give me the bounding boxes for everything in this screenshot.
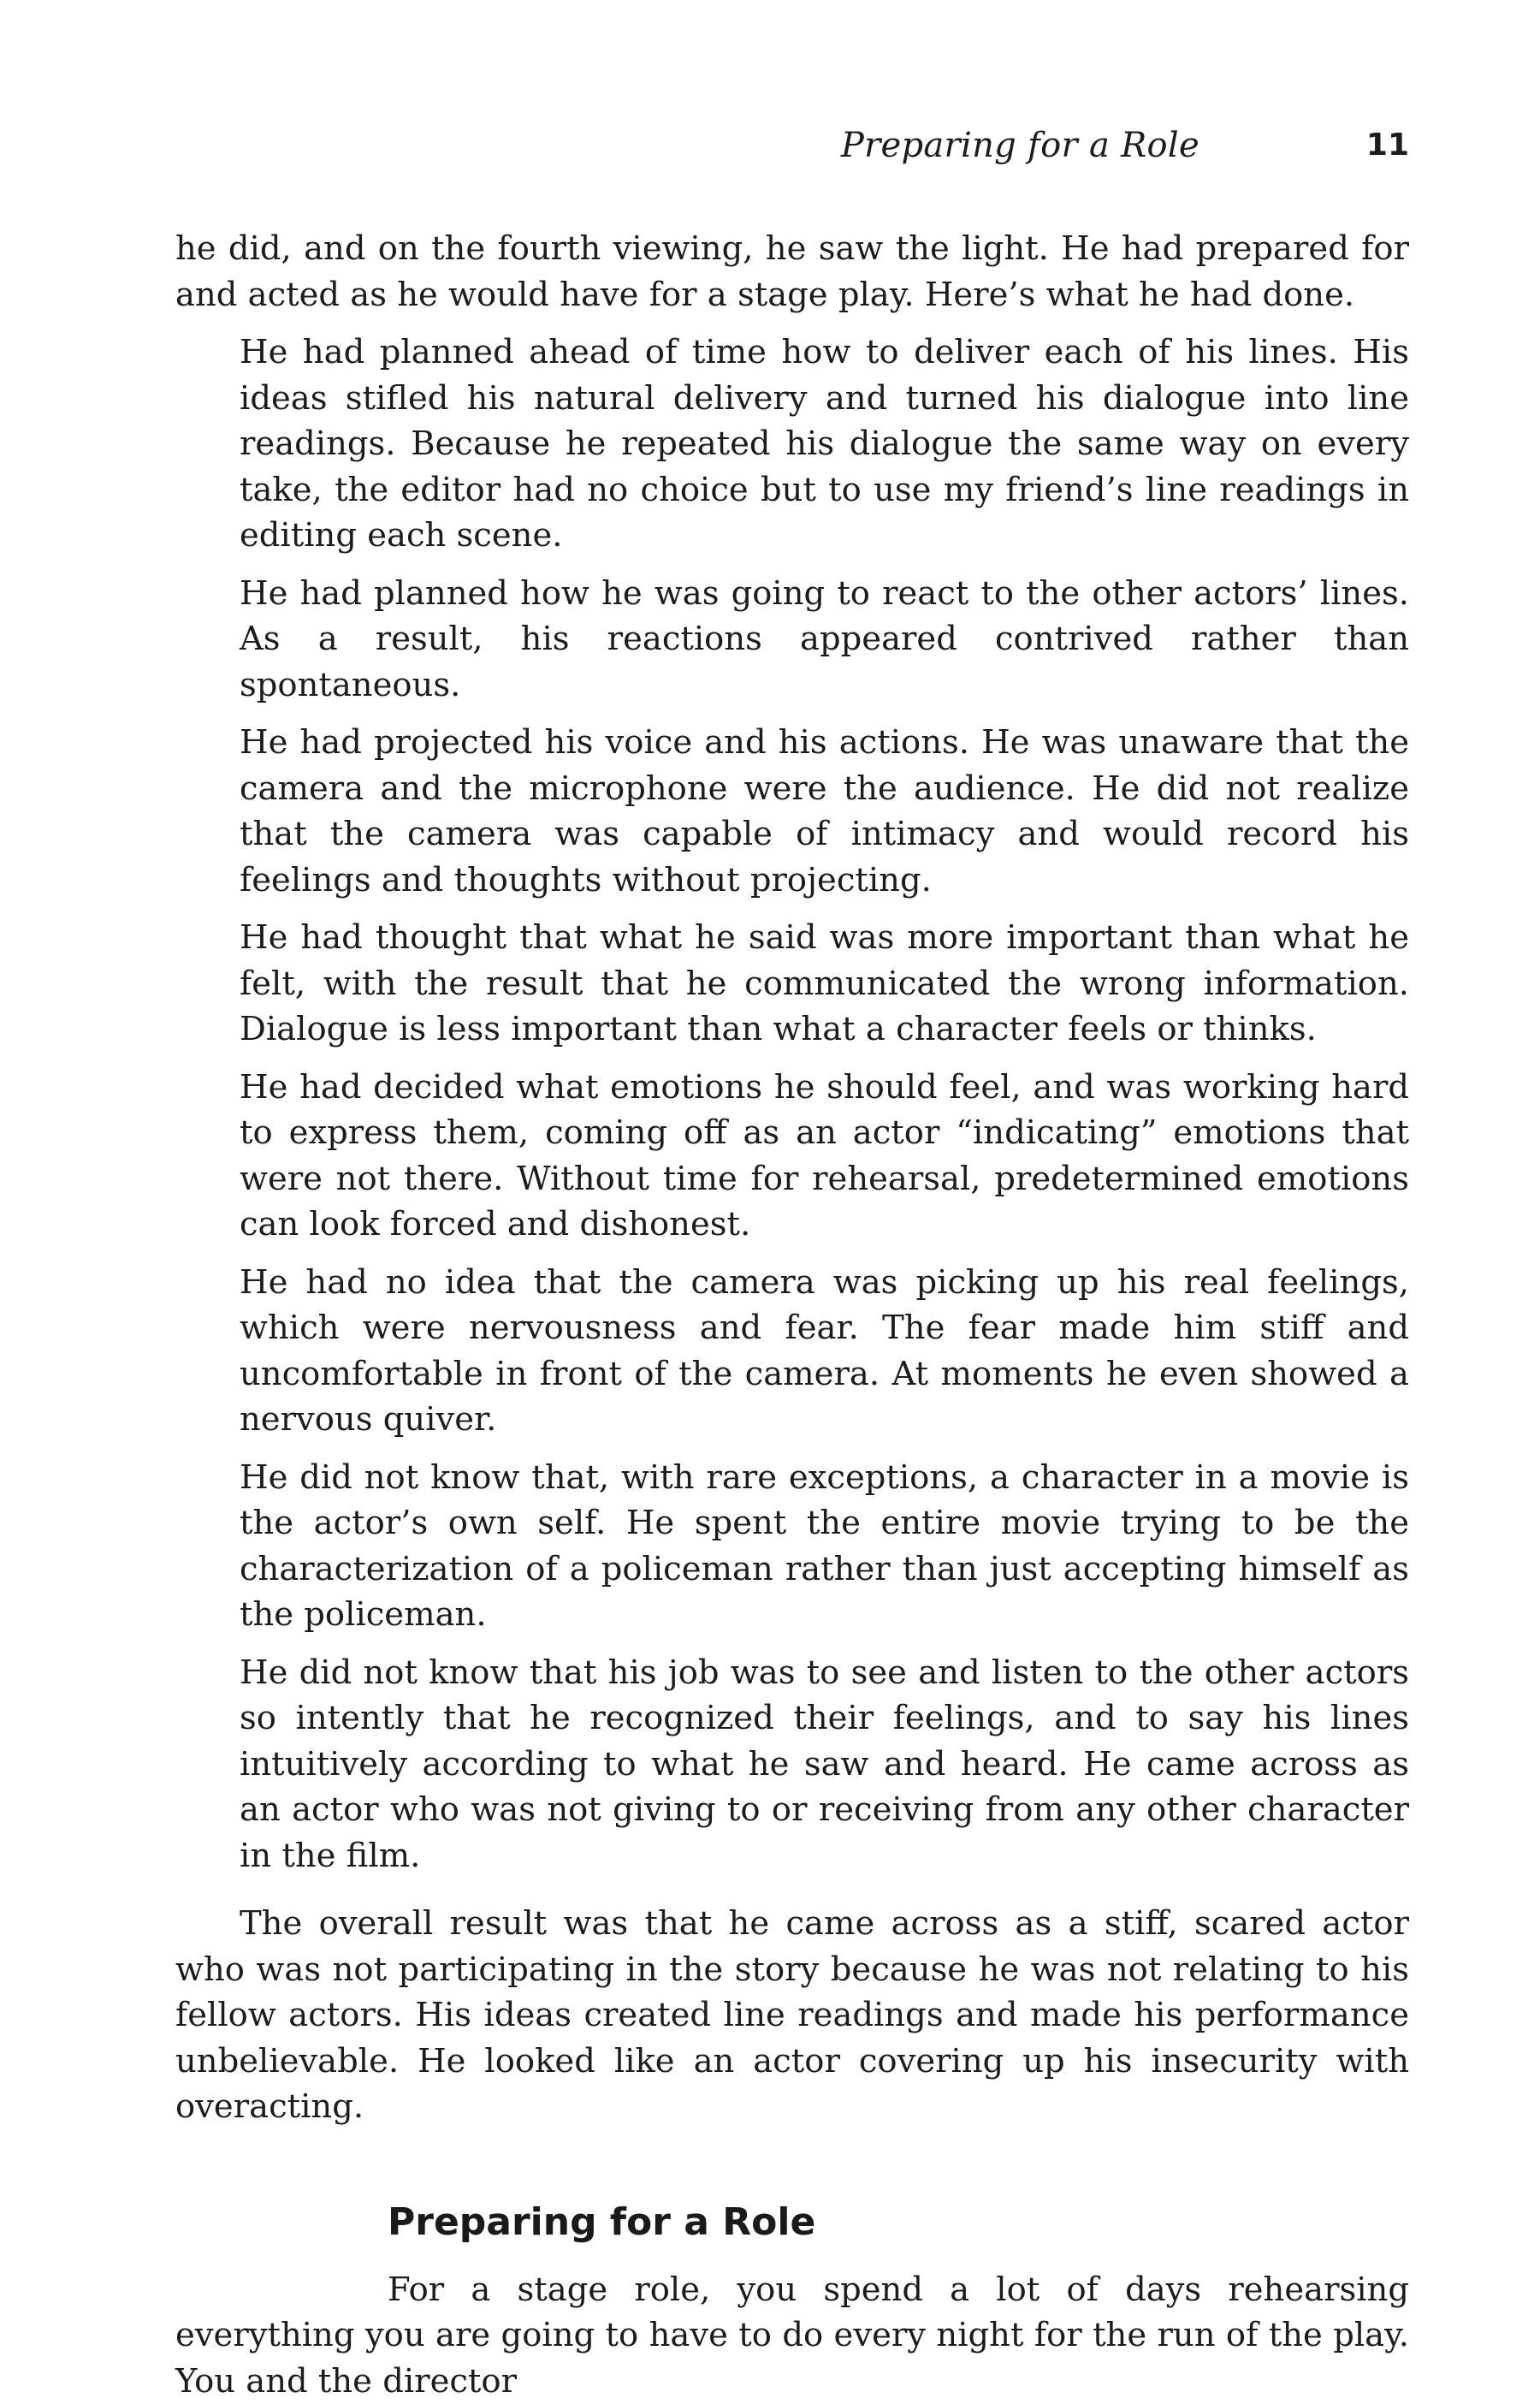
indented-points-list [175, 329, 1409, 1879]
running-title: Preparing for a Role [841, 120, 1199, 171]
intro-paragraph: he did, and on the fourth viewing, he saw the light. He had prepared for and acted as he would have for a stage play. Here’s what he had done. [175, 226, 1409, 318]
conclusion-paragraph: The overall result was that he came across as a stiff, scared actor who was not participating in the story because he was not relating to his fellow actors. His ideas created line readings and made his performance unbelievable. He looked like an actor covering up his insecurity with overacting. [175, 1901, 1409, 2130]
list-item: He had thought that what he said was more important than what he felt, with the result that he communicated the wrong information. Dialogue is less important than what a character feels or thinks. [240, 915, 1409, 1053]
page-number: 11 [1366, 120, 1409, 171]
list-item: He had no idea that the camera was picking up his real feelings, which were nervousness and fear. The fear made him stiff and uncomfortable in front of the camera. At moments he even showed a nervous quiver. [240, 1260, 1409, 1443]
list-item: He did not know that his job was to see and listen to the other actors so intently that he recognized their feelings, and to say his lines intuitively according to what he saw and heard. He came across as an actor who was not giving to or receiving from any other character in the film. [240, 1650, 1409, 1879]
list-item: He had planned how he was going to react to the other actors’ lines. As a result, his reactions appeared contrived rather than spontaneous. [240, 571, 1409, 709]
list-item: He had projected his voice and his actions. He was unaware that the camera and the microphone were the audience. He did not realize that the camera was capable of intimacy and would record his feelings and thoughts without projecting. [240, 720, 1409, 903]
list-item: He did not know that, with rare exceptions, a character in a movie is the actor’s own self. He spent the entire movie trying to be the characterization of a policeman rather than just accepting himself as the policeman. [240, 1455, 1409, 1638]
running-head [175, 120, 1409, 171]
list-item: He had decided what emotions he should feel, and was working hard to express them, coming off as an actor “indicating” emotions that were not there. Without time for rehearsal, predetermined emotions can look forced and dishonest. [240, 1065, 1409, 1248]
section-heading: Preparing for a Role [388, 2197, 1409, 2248]
body-text [175, 226, 1409, 2404]
section-paragraph: For a stage role, you spend a lot of days rehearsing everything you are going to have to do every night for the run of the play. You and the director [175, 2267, 1409, 2404]
list-item: He had planned ahead of time how to deliver each of his lines. His ideas stifled his natural delivery and turned his dialogue into line readings. Because he repeated his dialogue the same way on every take, the editor had no choice but to use my friend’s line readings in editing each scene. [240, 329, 1409, 559]
